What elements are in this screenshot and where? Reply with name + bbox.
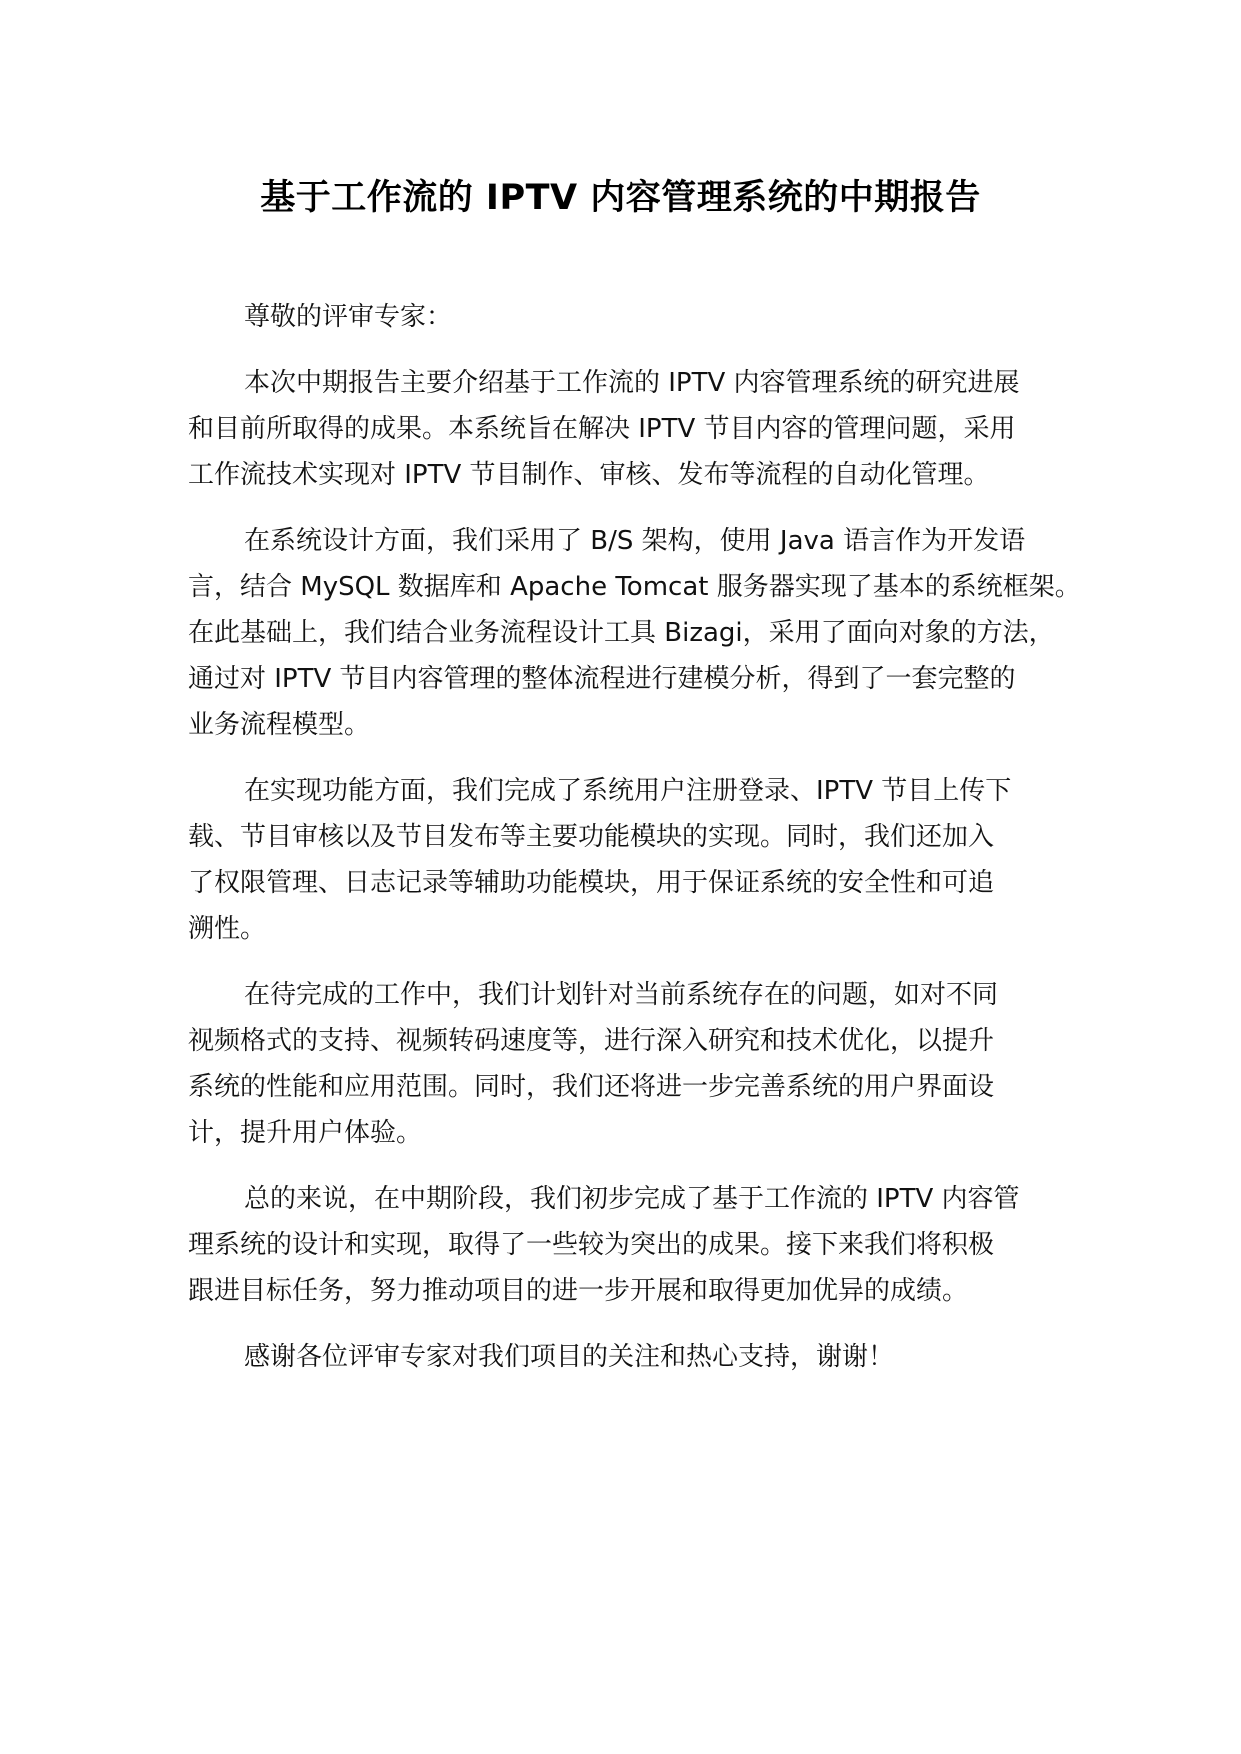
paragraph-future-work xyxy=(188,972,1083,1156)
paragraph-line: 在系统设计方面，我们采用了 B/S 架构，使用 Java 语言作为开发语 xyxy=(244,526,1026,556)
document-title: 基于工作流的 IPTV 内容管理系统的中期报告 xyxy=(260,178,981,218)
paragraph-intro xyxy=(188,360,1083,498)
paragraph-line: 系统的性能和应用范围。同时，我们还将进一步完善系统的用户界面设 xyxy=(188,1072,995,1102)
document-body xyxy=(188,294,1083,1400)
paragraph-line: 了权限管理、日志记录等辅助功能模块，用于保证系统的安全性和可追 xyxy=(188,868,995,898)
paragraph-thanks xyxy=(188,1334,1083,1380)
salutation: 尊敬的评审专家： xyxy=(244,302,453,332)
paragraph-implementation xyxy=(188,768,1083,952)
paragraph-line: 计，提升用户体验。 xyxy=(188,1118,423,1148)
paragraph-line: 工作流技术实现对 IPTV 节目制作、审核、发布等流程的自动化管理。 xyxy=(188,460,990,490)
paragraph-line: 总的来说，在中期阶段，我们初步完成了基于工作流的 IPTV 内容管 xyxy=(244,1184,1020,1214)
paragraph-line: 在待完成的工作中，我们计划针对当前系统存在的问题，如对不同 xyxy=(244,980,999,1010)
paragraph-line: 业务流程模型。 xyxy=(188,710,371,740)
paragraph-line: 通过对 IPTV 节目内容管理的整体流程进行建模分析，得到了一套完整的 xyxy=(188,664,1016,694)
paragraph-line: 本次中期报告主要介绍基于工作流的 IPTV 内容管理系统的研究进展 xyxy=(244,368,1020,398)
paragraph-line: 言，结合 MySQL 数据库和 Apache Tomcat 服务器实现了基本的系统框架。 xyxy=(188,572,1081,602)
paragraph-line: 跟进目标任务，努力推动项目的进一步开展和取得更加优异的成绩。 xyxy=(188,1276,969,1306)
paragraph-line: 和目前所取得的成果。本系统旨在解决 IPTV 节目内容的管理问题，采用 xyxy=(188,414,1016,444)
paragraph-line: 感谢各位评审专家对我们项目的关注和热心支持，谢谢！ xyxy=(244,1342,895,1372)
paragraph-line: 理系统的设计和实现，取得了一些较为突出的成果。接下来我们将积极 xyxy=(188,1230,995,1260)
paragraph-system-design xyxy=(188,518,1083,748)
paragraph-line: 溯性。 xyxy=(188,914,267,944)
paragraph-line: 在此基础上，我们结合业务流程设计工具 Bizagi，采用了面向对象的方法， xyxy=(188,618,1055,648)
paragraph-line: 在实现功能方面，我们完成了系统用户注册登录、IPTV 节目上传下 xyxy=(244,776,1012,806)
paragraph-line: 载、节目审核以及节目发布等主要功能模块的实现。同时，我们还加入 xyxy=(188,822,995,852)
paragraph-line: 视频格式的支持、视频转码速度等，进行深入研究和技术优化，以提升 xyxy=(188,1026,995,1056)
paragraph-summary xyxy=(188,1176,1083,1314)
